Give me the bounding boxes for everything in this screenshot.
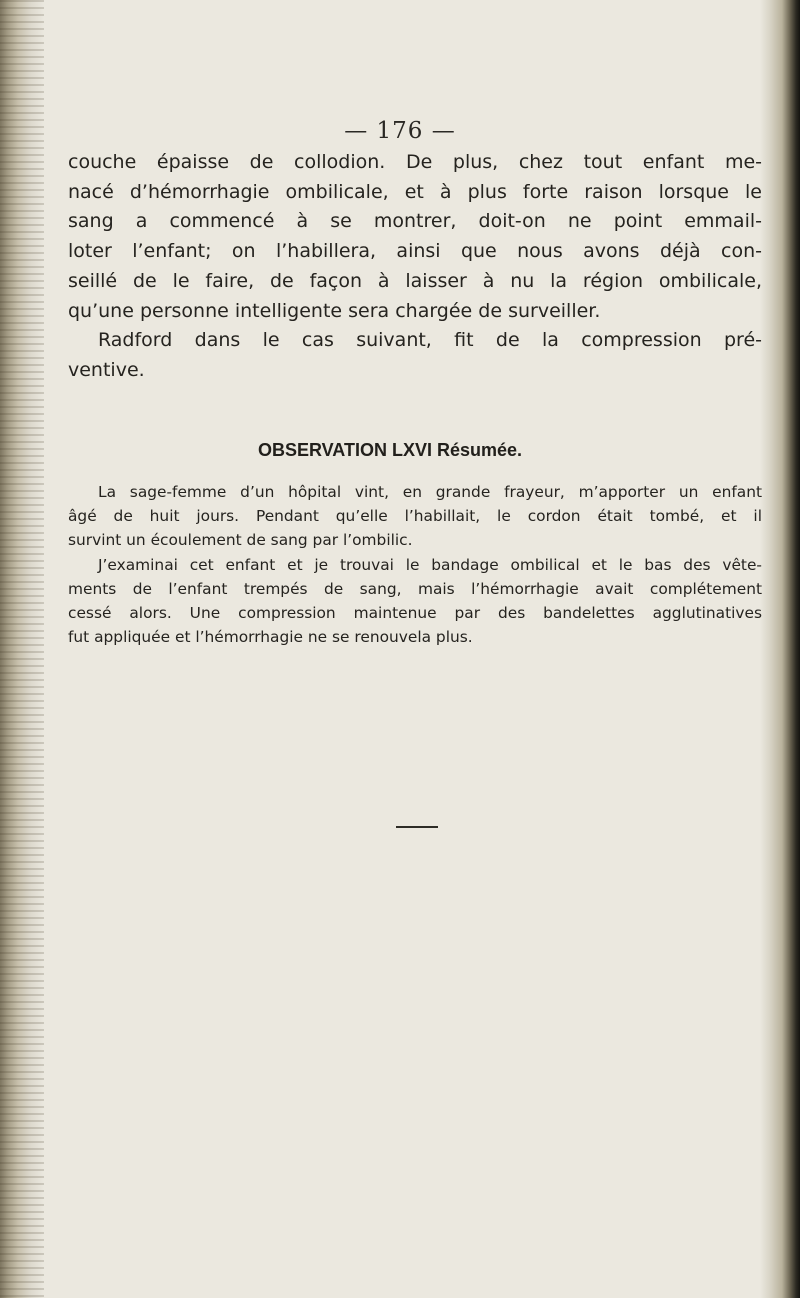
text-line: cessé alors. Une compression maintenue par des bandelettes agglutinatives bbox=[68, 604, 762, 623]
text-line: J’examinai cet enfant et je trouvai le bandage ombilical et le bas des vête- bbox=[98, 555, 762, 574]
binding-edge bbox=[0, 0, 44, 1298]
text-line: couche épaisse de collodion. De plus, chez tout enfant me- bbox=[68, 151, 762, 173]
section-divider bbox=[396, 826, 438, 828]
text-line: ments de l’enfant trempés de sang, mais l’hémorrhagie avait complétement bbox=[68, 579, 762, 598]
text-line: seillé de le faire, de façon à laisser à nu la région ombilicale, bbox=[68, 269, 762, 292]
text-line: loter l’enfant; on l’habillera, ainsi que nous avons déjà con- bbox=[68, 240, 762, 263]
text-line: sang a commencé à se montrer, doit-on ne point emmail- bbox=[68, 210, 762, 233]
main-text bbox=[68, 148, 762, 386]
observation-title: OBSERVATION LXVI Résumée. bbox=[257, 440, 523, 460]
text-line: La sage-femme d’un hôpital vint, en grande frayeur, m’apporter un enfant bbox=[98, 483, 762, 501]
text-line: qu’une personne intelligente sera chargée de surveiller. bbox=[68, 299, 601, 322]
page-number: — 176 — bbox=[344, 118, 456, 144]
page-edge-shadow bbox=[760, 0, 800, 1298]
text-line: survint un écoulement de sang par l’ombilic. bbox=[68, 531, 413, 550]
text-line: âgé de huit jours. Pendant qu’elle l’habillait, le cordon était tombé, et il bbox=[68, 507, 762, 526]
observation-text bbox=[68, 480, 762, 649]
text-line: fut appliquée et l’hémorrhagie ne se renouvela plus. bbox=[68, 628, 473, 647]
text-line: Radford dans le cas suivant, fit de la compression pré- bbox=[98, 329, 762, 352]
text-line: nacé d’hémorrhagie ombilicale, et à plus forte raison lorsque le bbox=[68, 180, 762, 203]
text-line: ventive. bbox=[68, 358, 145, 381]
